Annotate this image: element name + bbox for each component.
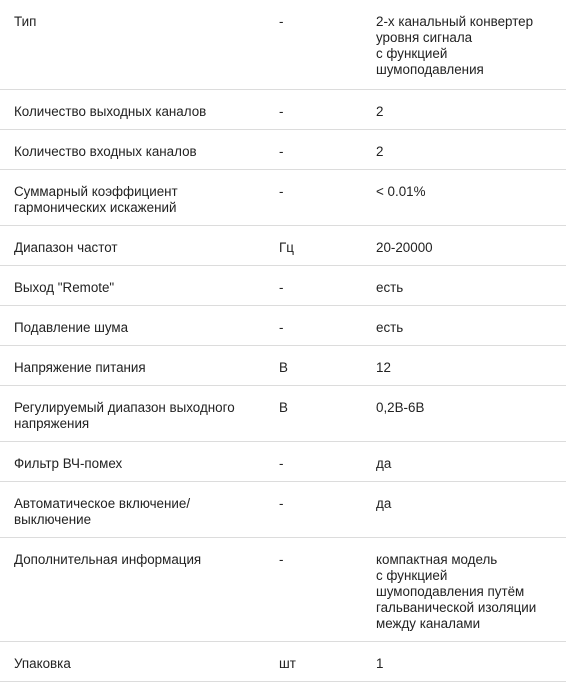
spec-unit: - xyxy=(279,14,284,29)
spec-value: есть xyxy=(376,320,404,335)
spec-unit: - xyxy=(279,184,284,199)
table-row xyxy=(0,306,566,346)
table-row xyxy=(0,386,566,442)
spec-name: Фильтр ВЧ-помех xyxy=(14,456,123,471)
spec-unit: В xyxy=(279,400,288,415)
spec-unit: - xyxy=(279,280,284,295)
spec-unit: - xyxy=(279,552,284,567)
table-row xyxy=(0,0,566,90)
spec-name: Выход "Remote" xyxy=(14,280,115,295)
spec-value: 1 xyxy=(376,656,384,671)
spec-value: 2 xyxy=(376,144,384,159)
spec-name: Количество выходных каналов xyxy=(14,104,207,119)
table-row xyxy=(0,482,566,538)
spec-name: Упаковка xyxy=(14,656,71,671)
spec-name: Автоматическое включение/ выключение xyxy=(14,496,191,527)
spec-unit: - xyxy=(279,144,284,159)
spec-value: есть xyxy=(376,280,404,295)
spec-name: Регулируемый диапазон выходного напряжения xyxy=(14,400,235,431)
spec-value: компактная модель с функцией шумоподавления путём гальванической изоляции между каналами xyxy=(376,552,537,631)
spec-unit: шт xyxy=(279,656,296,671)
spec-value: 2-х канальный конвертер уровня сигнала с функцией шумоподавления xyxy=(376,14,534,77)
spec-unit: - xyxy=(279,496,284,511)
table-row xyxy=(0,170,566,226)
spec-value: < 0.01% xyxy=(376,184,426,199)
table-row xyxy=(0,538,566,642)
spec-name: Подавление шума xyxy=(14,320,129,335)
spec-name: Количество входных каналов xyxy=(14,144,197,159)
spec-name: Суммарный коэффициент гармонических искажений xyxy=(14,184,178,215)
spec-value: 0,2В-6В xyxy=(376,400,425,415)
spec-name: Диапазон частот xyxy=(14,240,118,255)
table-row xyxy=(0,346,566,386)
spec-unit: - xyxy=(279,456,284,471)
table-row xyxy=(0,442,566,482)
table-row xyxy=(0,130,566,170)
spec-unit: - xyxy=(279,320,284,335)
spec-unit: - xyxy=(279,104,284,119)
spec-value: 2 xyxy=(376,104,384,119)
table-row xyxy=(0,642,566,682)
spec-value: 20-20000 xyxy=(376,240,433,255)
spec-value: 12 xyxy=(376,360,391,375)
spec-name: Дополнительная информация xyxy=(14,552,202,567)
spec-name: Тип xyxy=(14,14,37,29)
spec-unit: Гц xyxy=(279,240,294,255)
spec-value: да xyxy=(376,496,392,511)
table-row xyxy=(0,226,566,266)
spec-unit: В xyxy=(279,360,288,375)
table-row xyxy=(0,266,566,306)
spec-value: да xyxy=(376,456,392,471)
spec-name: Напряжение питания xyxy=(14,360,146,375)
table-row xyxy=(0,90,566,130)
